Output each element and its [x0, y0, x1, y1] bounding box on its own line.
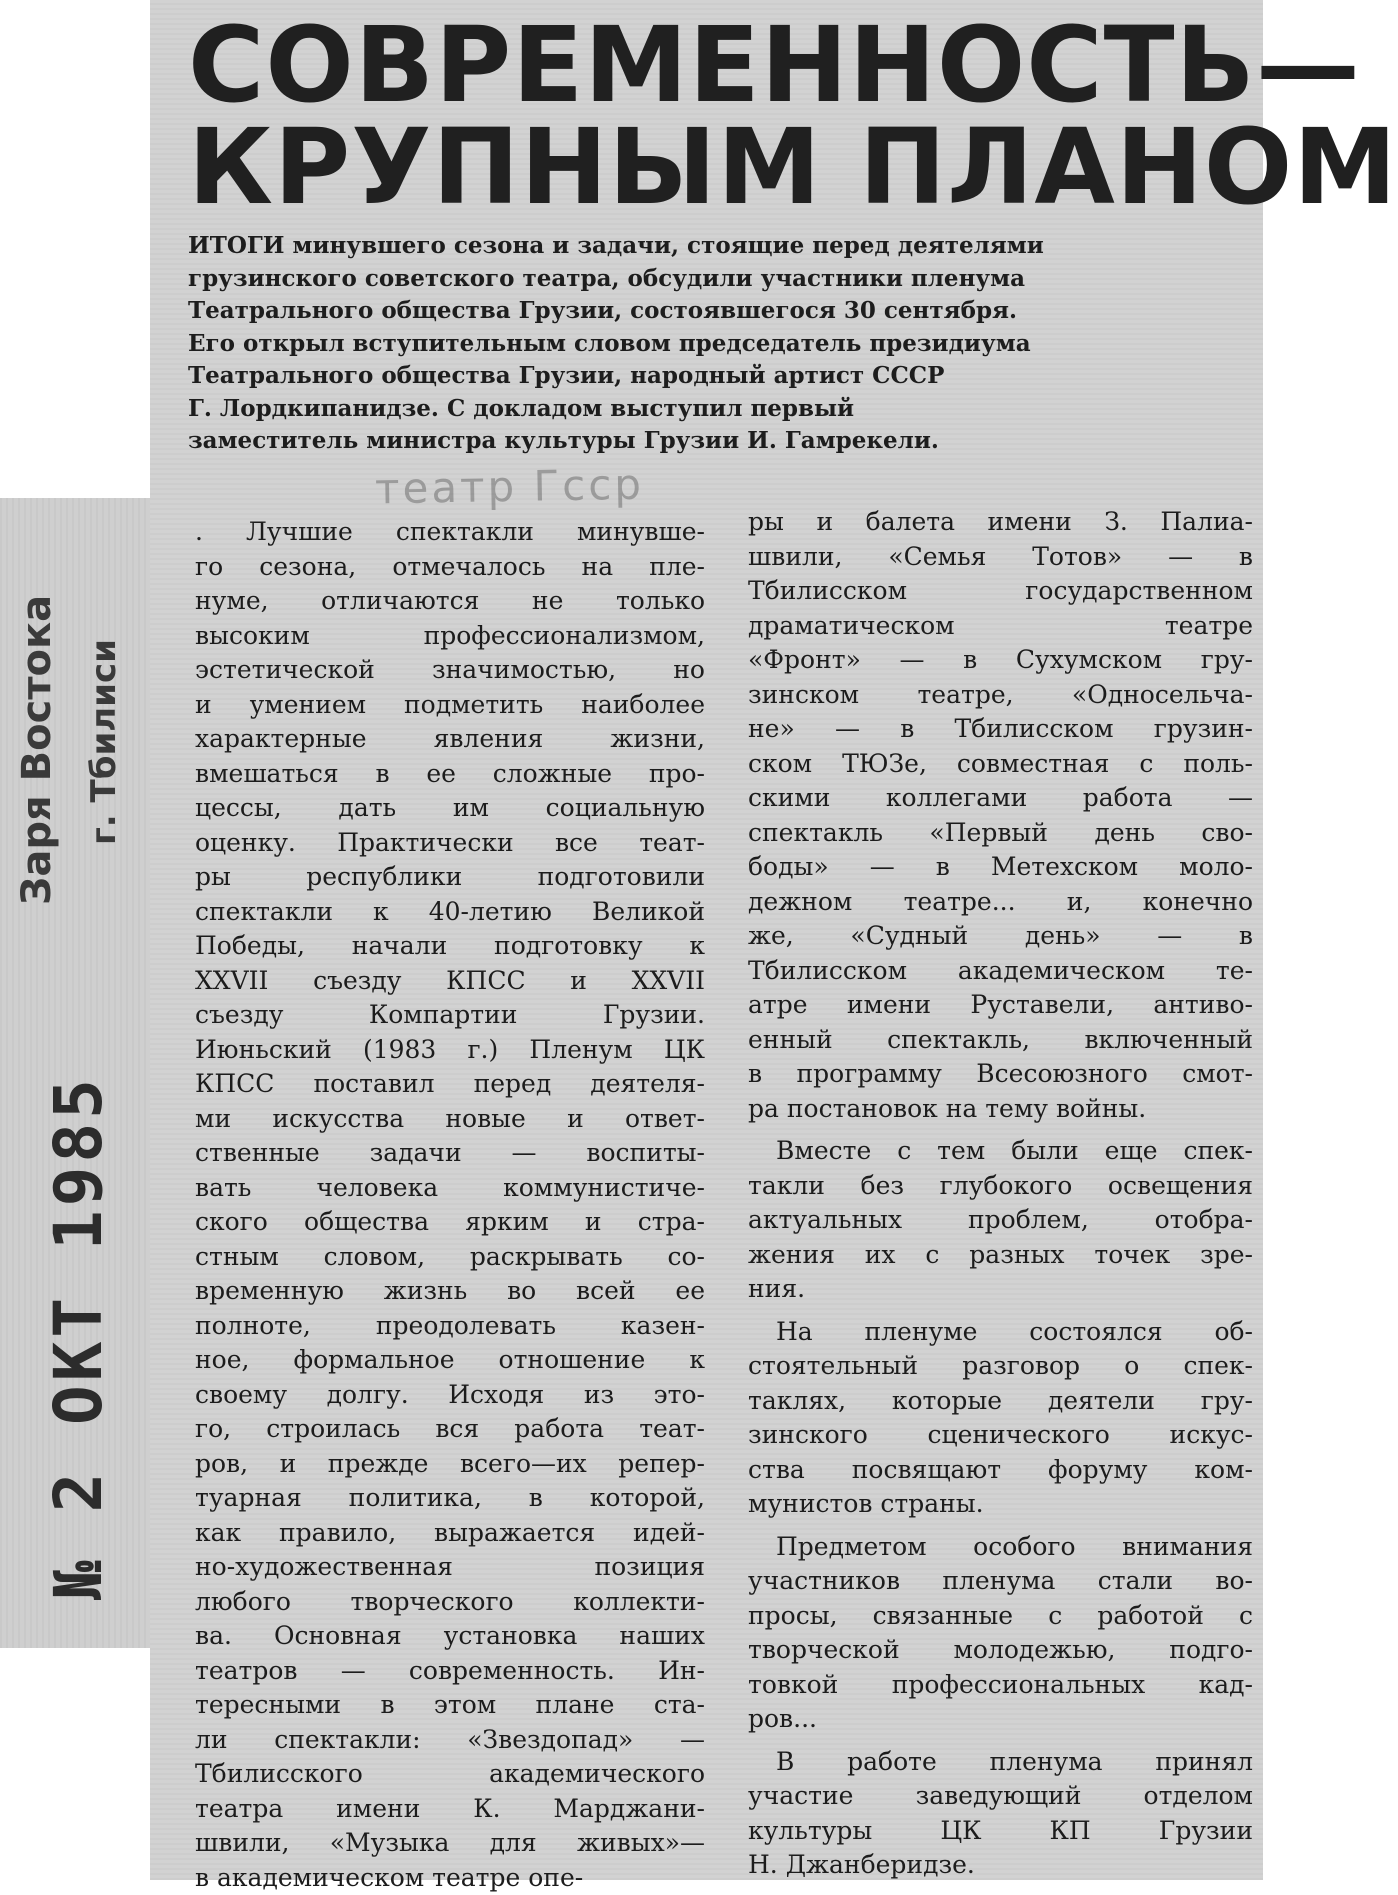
text-line: ра постановок на тему войны.	[748, 1092, 1253, 1127]
text-line: ми искусства новые и ответ-	[195, 1102, 705, 1137]
text-line: ния.	[748, 1272, 1253, 1307]
text-line: вать человека коммунистиче-	[195, 1171, 705, 1206]
text-line: скими коллегами работа —	[748, 781, 1253, 816]
text-line: дежном театре... и, конечно	[748, 885, 1253, 920]
text-line: зинского сценического искус-	[748, 1418, 1253, 1453]
paragraph	[748, 1134, 1253, 1307]
paragraph-gap	[748, 1126, 1253, 1134]
text-line: швили, «Музыка для живых»—	[195, 1826, 705, 1861]
paragraph-gap	[748, 1307, 1253, 1315]
text-line: Победы, начали подготовку к	[195, 929, 705, 964]
article-column-right	[748, 505, 1253, 1883]
text-line: В работе пленума принял	[748, 1745, 1253, 1780]
text-line: стным словом, раскрывать со-	[195, 1240, 705, 1275]
text-line: Тбилисском академическом те-	[748, 954, 1253, 989]
text-line: цессы, дать им социальную	[195, 791, 705, 826]
text-line: драматическом театре	[748, 609, 1253, 644]
paragraph-gap	[748, 1522, 1253, 1530]
lead-line: Г. Лордкипанидзе. С докладом выступил первый	[188, 393, 1193, 426]
text-line: эстетической значимостью, но	[195, 653, 705, 688]
text-line: На пленуме состоялся об-	[748, 1315, 1253, 1350]
text-line: и умением подметить наиболее	[195, 688, 705, 723]
text-line: оценку. Практически все теат-	[195, 826, 705, 861]
text-line: Предметом особого внимания	[748, 1530, 1253, 1565]
stamp-newspaper-name: Заря Востока	[14, 595, 60, 905]
text-line: в программу Всесоюзного смот-	[748, 1057, 1253, 1092]
text-line: енный спектакль, включенный	[748, 1023, 1253, 1058]
text-line: же, «Судный день» — в	[748, 919, 1253, 954]
lead-line: Театрального общества Грузии, состоявшегося 30 сентября.	[188, 295, 1193, 328]
text-line: стоятельный разговор о спек-	[748, 1349, 1253, 1384]
text-line: но-художественная позиция	[195, 1550, 705, 1585]
text-line: ском ТЮЗе, совместная с поль-	[748, 747, 1253, 782]
lead-line: заместитель министра культуры Грузии И. Гамрекели.	[188, 425, 1193, 458]
text-line: культуры ЦК КП Грузии	[748, 1814, 1253, 1849]
text-line: нуме, отличаются не только	[195, 584, 705, 619]
text-line: тересными в этом плане ста-	[195, 1688, 705, 1723]
text-line: ственные задачи — воспиты-	[195, 1136, 705, 1171]
text-line: Вместе с тем были еще спек-	[748, 1134, 1253, 1169]
text-line: ры республики подготовили	[195, 860, 705, 895]
text-line: КПСС поставил перед деятеля-	[195, 1067, 705, 1102]
article-headline	[188, 14, 1248, 218]
text-line: товкой профессиональных кад-	[748, 1668, 1253, 1703]
text-line: боды» — в Метехском моло-	[748, 850, 1253, 885]
article-lead	[188, 230, 1193, 458]
text-line: спектакль «Первый день сво-	[748, 816, 1253, 851]
text-line: ры и балета имени З. Палиа-	[748, 505, 1253, 540]
paragraph	[748, 505, 1253, 1126]
text-line: театра имени К. Марджани-	[195, 1792, 705, 1827]
text-line: ства посвящают форуму ком-	[748, 1453, 1253, 1488]
text-line: Тбилисского академического	[195, 1757, 705, 1792]
text-line: полноте, преодолевать казен-	[195, 1309, 705, 1344]
text-line: просы, связанные с работой с	[748, 1599, 1253, 1634]
stamp-city: г. Тбилиси	[84, 639, 124, 845]
text-line: «Фронт» — в Сухумском гру-	[748, 643, 1253, 678]
text-line: временную жизнь во всей ее	[195, 1274, 705, 1309]
text-line: такли без глубокого освещения	[748, 1169, 1253, 1204]
headline-line-1: СОВРЕМЕННОСТЬ—	[188, 14, 1248, 116]
lead-line: Его открыл вступительным словом председатель президиума	[188, 328, 1193, 361]
text-line: XXVII съезду КПСС и XXVII	[195, 964, 705, 999]
text-line: творческой молодежью, подго-	[748, 1633, 1253, 1668]
text-line: ров, и прежде всего—их репер-	[195, 1447, 705, 1482]
paragraph-gap	[748, 1737, 1253, 1745]
text-line: спектакли к 40-летию Великой	[195, 895, 705, 930]
text-line: участие заведующий отделом	[748, 1779, 1253, 1814]
text-line: вмешаться в ее сложные про-	[195, 757, 705, 792]
text-line: Июньский (1983 г.) Пленум ЦК	[195, 1033, 705, 1068]
text-line: съезду Компартии Грузии.	[195, 998, 705, 1033]
text-line: любого творческого коллекти-	[195, 1585, 705, 1620]
text-line: таклях, которые деятели гру-	[748, 1384, 1253, 1419]
text-line: швили, «Семья Тотов» — в	[748, 540, 1253, 575]
lead-line: ИТОГИ минувшего сезона и задачи, стоящие перед деятелями	[188, 230, 1193, 263]
article-column-left	[195, 515, 705, 1895]
paragraph	[748, 1315, 1253, 1522]
text-line: ное, формальное отношение к	[195, 1343, 705, 1378]
headline-line-2: КРУПНЫМ ПЛАНОМ	[188, 116, 1248, 218]
text-line: Н. Джанберидзе.	[748, 1848, 1253, 1883]
text-line: ров...	[748, 1702, 1253, 1737]
text-line: Тбилисском государственном	[748, 574, 1253, 609]
text-line: го, строилась вся работа теат-	[195, 1412, 705, 1447]
text-line: своему долгу. Исходя из это-	[195, 1378, 705, 1413]
text-line: в академическом театре опе-	[195, 1861, 705, 1895]
paragraph	[748, 1745, 1253, 1883]
text-line: атре имени Руставели, антиво-	[748, 988, 1253, 1023]
text-line: не» — в Тбилисском грузин-	[748, 712, 1253, 747]
text-line: актуальных проблем, отобра-	[748, 1203, 1253, 1238]
text-line: характерные явления жизни,	[195, 722, 705, 757]
text-line: высоким профессионализмом,	[195, 619, 705, 654]
lead-line: грузинского советского театра, обсудили участники пленума	[188, 263, 1193, 296]
text-line: мунистов страны.	[748, 1487, 1253, 1522]
lead-line: Театрального общества Грузии, народный артист СССР	[188, 360, 1193, 393]
text-line: ва. Основная установка наших	[195, 1619, 705, 1654]
text-line: театров — современность. Ин-	[195, 1654, 705, 1689]
text-line: зинском театре, «Односельча-	[748, 678, 1253, 713]
text-line: ского общества ярким и стра-	[195, 1205, 705, 1240]
text-line: участников пленума стали во-	[748, 1564, 1253, 1599]
text-line: жения их с разных точек зре-	[748, 1238, 1253, 1273]
text-line: ли спектакли: «Звездопад» —	[195, 1723, 705, 1758]
text-line: . Лучшие спектакли минувше-	[195, 515, 705, 550]
paragraph	[748, 1530, 1253, 1737]
pencil-annotation: театр Гсср	[375, 460, 645, 514]
text-line: го сезона, отмечалось на пле-	[195, 550, 705, 585]
stamp-date: № 2 ОКТ 1985	[40, 1075, 117, 1600]
text-line: туарная политика, в которой,	[195, 1481, 705, 1516]
text-line: как правило, выражается идей-	[195, 1516, 705, 1551]
